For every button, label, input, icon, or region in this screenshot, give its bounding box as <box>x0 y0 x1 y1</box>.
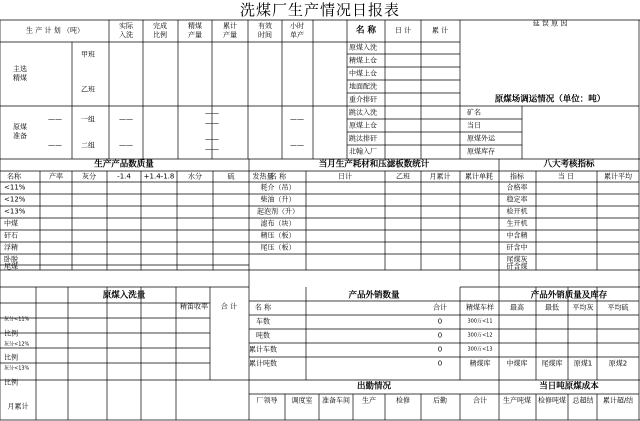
kpi-column-header: 当 日 <box>557 172 575 181</box>
quality-column-header: 发热量 <box>252 172 274 181</box>
shift-b-label: 乙班 <box>81 85 95 94</box>
cost-column-header: 检修吨煤 <box>538 396 566 405</box>
dispatch-row-label: 原煤库存 <box>467 147 495 156</box>
cost-column-header: 总超结 <box>572 396 594 405</box>
dash: —— <box>205 135 219 144</box>
stock-column-header: 精煤车样 <box>466 303 494 312</box>
attendance-column-header: 准备车间 <box>322 396 350 405</box>
mid-item-label: 原煤入洗 <box>349 43 377 52</box>
effective-time-header: 有效 时间 <box>258 22 272 39</box>
consumption-row-label: 起泡剂（升） <box>257 207 299 216</box>
store-column-header: 原煤1 <box>573 359 593 368</box>
cost-title: 当日吨原煤成本 <box>539 381 599 392</box>
sales-row-label: 吨数 <box>256 331 270 340</box>
quality-row-label: <13% <box>4 207 26 216</box>
mid-item-label: 精煤上仓 <box>349 56 377 65</box>
quality-title: 生产产品数质量 <box>94 159 154 170</box>
consumption-column-header: 日计 <box>338 172 352 181</box>
plan-header: 生 产 计 划 （吨） <box>26 26 84 35</box>
actual-wash-header: 实际 入洗 <box>119 22 133 39</box>
raw-inflow-row-label: 灰分<12% <box>4 341 30 348</box>
attendance-column-header: 厂领导 <box>256 396 278 405</box>
attendance-column-header: 调度室 <box>291 396 313 405</box>
quality-column-header: -1.4 <box>117 172 131 181</box>
cum-header: 累 计 <box>431 26 449 35</box>
sales-total-value: 0 <box>437 345 443 354</box>
quality-row-label: 矸石 <box>4 231 18 240</box>
quality-column-header: +1.4-1.8 <box>143 172 175 181</box>
consumption-column-header: 月累计 <box>429 172 451 181</box>
consumption-row-label: 柴油（升） <box>260 195 296 204</box>
mid-item-label: 重介排矸 <box>349 95 377 104</box>
kpi-row-label: 生开机 <box>506 219 528 228</box>
dash: —— <box>290 141 304 150</box>
quality-column-header: 硫 <box>227 172 235 181</box>
kpi-row-label: 合格率 <box>506 183 528 192</box>
consumption-row-label: 耗介（吊） <box>260 183 296 192</box>
mid-item-label: 中煤上仓 <box>349 69 377 78</box>
raw-inflow-title: 原煤入洗量 <box>102 290 146 301</box>
sales-total-value: 0 <box>437 331 443 340</box>
consumption-column-header: 累计单耗 <box>465 172 493 181</box>
dash: —— <box>119 141 133 150</box>
cost-column-header: 累计超/结 <box>602 396 634 405</box>
main-clean-coal-group: 主选 精煤 <box>13 65 27 82</box>
raw-coal-group: 原煤 准备 <box>13 123 27 140</box>
attendance-title: 出勤情况 <box>356 381 392 392</box>
dash: —— <box>205 145 219 154</box>
dash: —— <box>290 115 304 124</box>
consumption-column-header: 名 称 <box>269 172 287 181</box>
dash: —— <box>48 141 62 150</box>
stock-title: 产品外销质量及库存 <box>530 290 608 301</box>
attendance-column-header: 后勤 <box>433 396 447 405</box>
store-column-header: 原煤2 <box>608 359 628 368</box>
completion-header: 完成 比例 <box>153 22 167 39</box>
sales-title: 产品外销数量 <box>348 290 400 301</box>
dash: —— <box>48 115 62 124</box>
stock-column-header: 最高 <box>510 303 524 312</box>
name-header: 名 称 <box>356 25 376 36</box>
raw-inflow-row-label: 灰分<13% <box>4 365 30 372</box>
line-1-label: 一组 <box>81 115 95 124</box>
store-column-header: 中煤库 <box>506 359 528 368</box>
sales-total-value: 0 <box>437 359 443 368</box>
stock-row-label: 300万<12 <box>467 332 493 339</box>
kpi-row-label: 尾煤灰 <box>506 255 528 264</box>
raw-inflow-row-label: 比例 <box>4 329 18 338</box>
consumption-row-label: 精压（板） <box>260 231 296 240</box>
consumption-column-header: 乙班 <box>396 172 410 181</box>
recovery-label: 精笛收率 <box>180 302 208 311</box>
kpi-row-label: 矸含中 <box>506 243 528 252</box>
shift-a-label: 甲班 <box>81 50 95 59</box>
cumulative-header: 累计 产量 <box>223 22 237 39</box>
raw-inflow-row-label: 比例 <box>4 353 18 362</box>
sales-column-header: 合计 <box>433 303 447 312</box>
quality-column-header: 水分 <box>188 172 202 181</box>
kpi-row-label: 稳定率 <box>506 195 528 204</box>
consumption-row-label: 尾压（板） <box>260 243 296 252</box>
stock-column-header: 平均硫 <box>607 303 629 312</box>
line-2-label: 二组 <box>81 141 95 150</box>
raw-inflow-row-label: 比例 <box>4 378 18 387</box>
report-title: 洗煤厂生产情况日报表 <box>239 1 400 19</box>
stock-column-header: 最低 <box>545 303 559 312</box>
stock-row-label: 300万<11 <box>467 318 493 325</box>
total-label: 合 计 <box>220 302 238 311</box>
sales-total-value: 0 <box>437 317 443 326</box>
stock-column-header: 平均灰 <box>572 303 594 312</box>
dispatch-row-label: 当日 <box>467 121 481 130</box>
month-cumulative-label: 月累计 <box>7 402 29 411</box>
quality-row-label: 尾煤 <box>4 262 18 271</box>
raw-inflow-row-label: 灰分<11% <box>4 316 30 323</box>
kpi-row-label: 检开机 <box>506 207 528 216</box>
sales-column-header: 名 称 <box>254 303 272 312</box>
dash: —— <box>119 115 133 124</box>
consumption-row-label: 滤布（块） <box>260 219 296 228</box>
sales-row-label: 累计车数 <box>249 345 277 354</box>
quality-column-header: 产率 <box>49 172 63 181</box>
quality-row-label: <11% <box>4 183 26 192</box>
mid-item-label: 原煤上仓 <box>349 121 377 130</box>
quality-column-header: 名称 <box>7 172 21 181</box>
sales-row-label: 车数 <box>256 317 270 326</box>
kpi-column-header: 累计平均 <box>604 172 632 181</box>
dispatch-row-label: 原煤外运 <box>467 134 495 143</box>
kpi-title: 八大考核指标 <box>543 159 595 170</box>
hourly-output-header: 小时 单产 <box>290 22 304 39</box>
mid-item-label: 北翰入厂 <box>349 147 377 156</box>
sales-row-label: 累计吨数 <box>249 359 277 368</box>
mid-item-label: 跳汰排矸 <box>349 134 377 143</box>
kpi-row-label: 矸含煤 <box>506 262 528 271</box>
quality-row-label: 浮精 <box>4 243 18 252</box>
quality-row-label: 中煤 <box>4 219 18 228</box>
attendance-column-header: 合计 <box>473 396 487 405</box>
attendance-column-header: 检修 <box>396 396 410 405</box>
daily-header: 日 计 <box>394 26 412 35</box>
kpi-column-header: 指标 <box>510 172 524 181</box>
dispatch-title: 原煤场调运情况（单位：吨） <box>494 94 606 105</box>
store-column-header: 尾煤库 <box>541 359 563 368</box>
store-column-header: 精煤库 <box>469 359 491 368</box>
consumption-title: 当月生产耗材和压滤板数统计 <box>318 159 430 170</box>
clean-coal-header: 精煤 产量 <box>188 22 202 39</box>
quality-row-label: <12% <box>4 195 26 204</box>
mid-item-label: 地面配洗 <box>349 82 377 91</box>
quality-column-header: 灰分 <box>82 172 96 181</box>
cost-column-header: 生产吨煤 <box>503 396 531 405</box>
stock-row-label: 300万<13 <box>467 346 493 353</box>
attendance-column-header: 生产 <box>362 396 376 405</box>
quality-row-label: 卧脱 <box>4 255 18 264</box>
dash: —— <box>205 119 219 128</box>
mid-item-label: 跳汰入洗 <box>349 108 377 117</box>
delay-reason-header: 延 误 原 因 <box>532 19 568 28</box>
dash: —— <box>205 109 219 118</box>
kpi-row-label: 中含精 <box>506 231 528 240</box>
dispatch-row-label: 矿名 <box>467 108 481 117</box>
